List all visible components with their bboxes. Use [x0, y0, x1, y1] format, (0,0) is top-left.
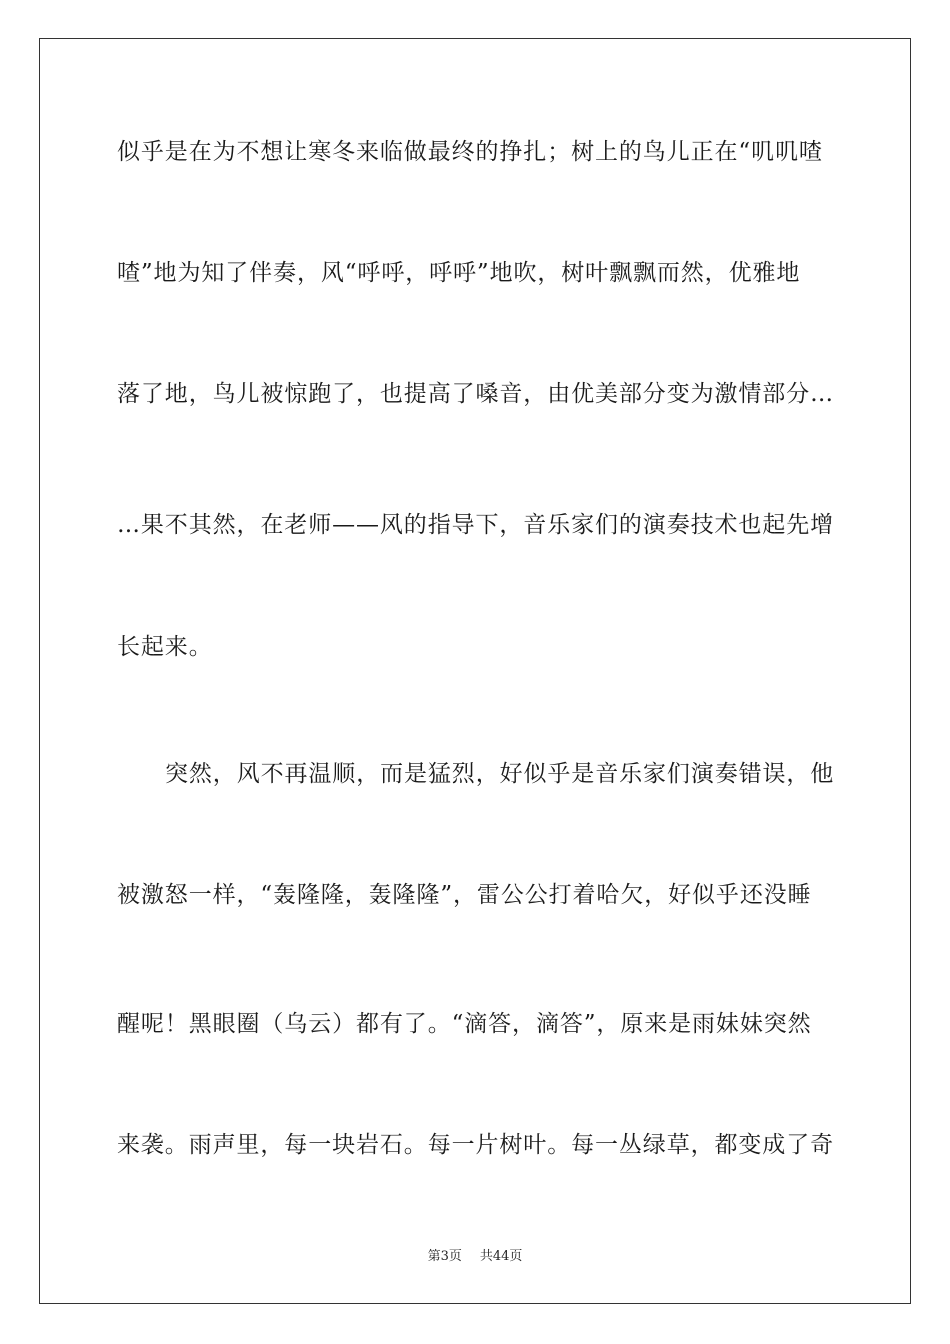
text-line: 喳”地为知了伴奏，风“呼呼，呼呼”地吹，树叶飘飘而然，优雅地 [117, 260, 801, 286]
text-line: …果不其然，在老师——风的指导下，音乐家们的演奏技术也起先增 [117, 512, 834, 538]
paragraph-first-line: 突然，风不再温顺，而是猛烈，好似乎是音乐家们演奏错误，他 [165, 761, 835, 787]
page-footer [0, 1245, 950, 1264]
text-line: 来袭。雨声里，每一块岩石。每一片树叶。每一丛绿草，都变成了奇 [117, 1132, 834, 1158]
page-number: 第3页 [427, 1249, 462, 1264]
text-line: 醒呢！黑眼圈（乌云）都有了。“滴答，滴答”，原来是雨妹妹突然 [117, 1011, 812, 1037]
text-line: 似乎是在为不想让寒冬来临做最终的挣扎；树上的鸟儿正在“叽叽喳 [117, 139, 823, 165]
text-line: 长起来。 [117, 634, 213, 660]
page-total: 共44页 [479, 1249, 523, 1264]
page-border [39, 38, 911, 1304]
text-line: 落了地，鸟儿被惊跑了，也提高了嗓音，由优美部分变为激情部分… [117, 381, 834, 407]
text-line: 被激怒一样，“轰隆隆，轰隆隆”，雷公公打着哈欠，好似乎还没睡 [117, 882, 812, 908]
